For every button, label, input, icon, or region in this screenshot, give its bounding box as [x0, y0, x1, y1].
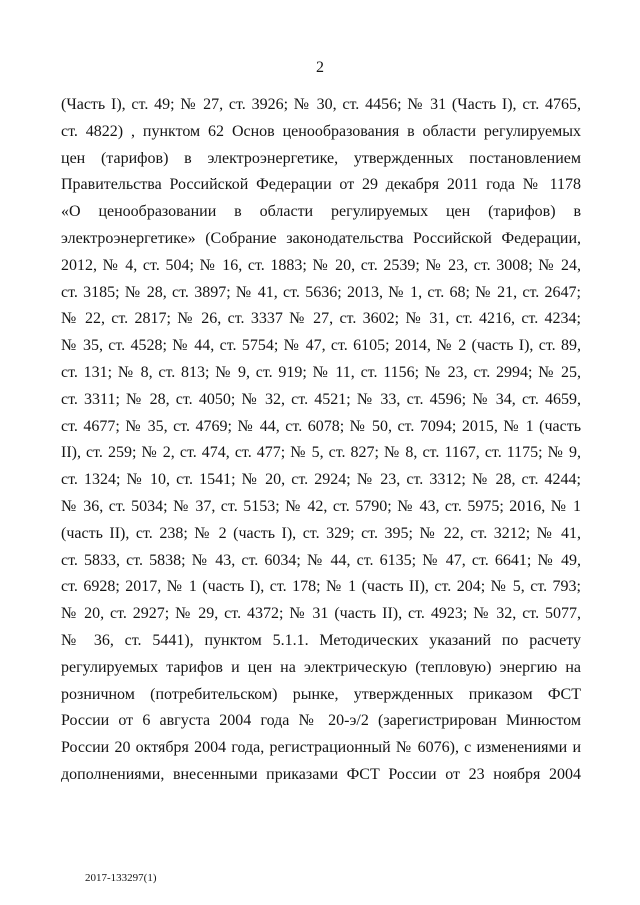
text-line: № 20, ст. 2927; № 29, ст. 4372; № 31 (часть II), ст. 4923; № 32, ст. 5077,: [61, 605, 581, 623]
text-line: (Часть I), ст. 49; № 27, ст. 3926; № 30, ст. 4456; № 31 (Часть I), ст. 4765,: [61, 96, 581, 113]
text-line: № 35, ст. 4528; № 44, ст. 5754; № 47, ст. 6105; 2014, № 2 (часть I), ст. 89,: [61, 337, 581, 355]
text-line: ст. 4822) , пунктом 62 Основ ценообразования в области регулируемых: [61, 122, 581, 140]
text-line: ст. 1324; № 10, ст. 1541; № 20, ст. 2924; № 23, ст. 3312; № 28, ст. 4244;: [61, 471, 581, 489]
document-registration-number: 2017-133297(1): [85, 872, 157, 884]
text-line: «О ценообразовании в области регулируемых цен (тарифов) в: [61, 203, 581, 221]
text-line: России от 6 августа 2004 года № 20-э/2 (зарегистрирован Минюстом: [61, 712, 581, 730]
page-number: 2: [316, 59, 324, 76]
text-line: ст. 4677; № 35, ст. 4769; № 44, ст. 6078; № 50, ст. 7094; 2015, № 1 (часть: [61, 417, 581, 435]
text-line: № 22, ст. 2817; № 26, ст. 3337 № 27, ст. 3602; № 31, ст. 4216, ст. 4234;: [61, 310, 581, 328]
text-line: № 36, ст. 5034; № 37, ст. 5153; № 42, ст. 5790; № 43, ст. 5975; 2016, № 1: [61, 497, 581, 515]
text-line: России 20 октября 2004 года, регистрационный № 6076), с изменениями и: [61, 739, 581, 757]
text-line: ст. 131; № 8, ст. 813; № 9, ст. 919; № 11, ст. 1156; № 23, ст. 2994; № 25,: [61, 363, 581, 381]
text-line: электроэнергетике» (Собрание законодательства Российской Федерации,: [61, 229, 581, 247]
text-line: регулируемых тарифов и цен на электрическую (тепловую) энергию на: [61, 658, 581, 676]
text-line: № 36, ст. 5441), пунктом 5.1.1. Методических указаний по расчету: [61, 631, 581, 649]
text-line: ст. 3311; № 28, ст. 4050; № 32, ст. 4521; № 33, ст. 4596; № 34, ст. 4659,: [61, 390, 581, 408]
text-line: Правительства Российской Федерации от 29 декабря 2011 года № 1178: [61, 176, 581, 194]
text-line: цен (тарифов) в электроэнергетике, утвержденных постановлением: [61, 149, 581, 167]
text-line: ст. 5833, ст. 5838; № 43, ст. 6034; № 44, ст. 6135; № 47, ст. 6641; № 49,: [61, 551, 581, 569]
text-line: дополнениями, внесенными приказами ФСТ России от 23 ноября 2004: [61, 765, 581, 783]
text-line: II), ст. 259; № 2, ст. 474, ст. 477; № 5, ст. 827; № 8, ст. 1167, ст. 1175; № 9,: [61, 444, 581, 462]
text-line: 2012, № 4, ст. 504; № 16, ст. 1883; № 20, ст. 2539; № 23, ст. 3008; № 24,: [61, 256, 581, 274]
document-body-text: [61, 92, 581, 789]
text-line: ст. 6928; 2017, № 1 (часть I), ст. 178; № 1 (часть II), ст. 204; № 5, ст. 793;: [61, 578, 581, 596]
text-line: ст. 3185; № 28, ст. 3897; № 41, ст. 5636; 2013, № 1, ст. 68; № 21, ст. 2647;: [61, 283, 581, 301]
text-line: (часть II), ст. 238; № 2 (часть I), ст. 329; ст. 395; № 22, ст. 3212; № 41,: [61, 524, 581, 542]
text-line: розничном (потребительском) рынке, утвержденных приказом ФСТ: [61, 685, 581, 703]
